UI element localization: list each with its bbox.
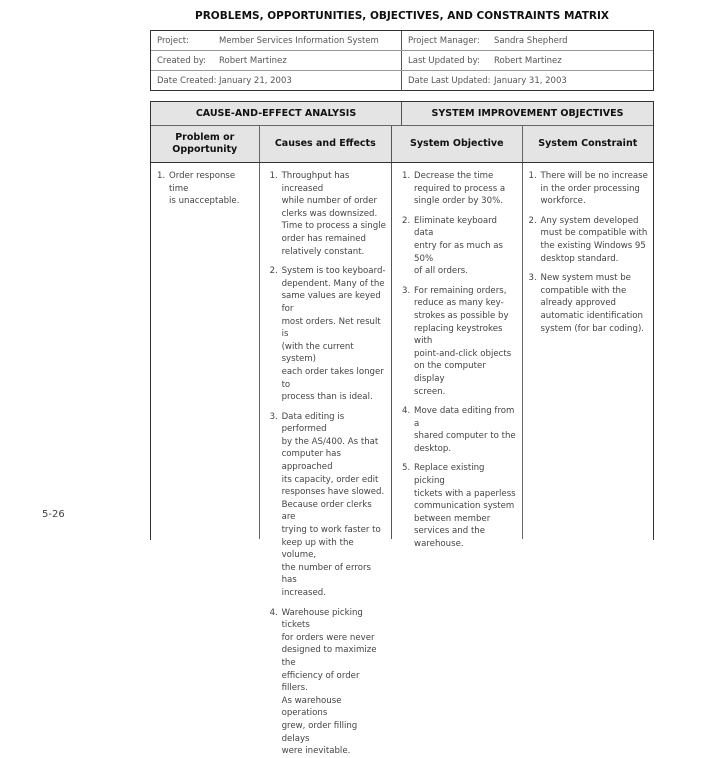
project-info-table: [150, 30, 654, 91]
date-created-value: January 21, 2003: [219, 76, 292, 86]
list-item: [402, 215, 517, 278]
manager-label: Project Manager:: [408, 35, 480, 46]
list-item: [157, 170, 255, 208]
item-text: Any system developed must be compatible with the existing Windows 95 desktop standard.: [540, 215, 648, 264]
item-number: 1.: [528, 171, 537, 181]
problem-header: Problem or Opportunity: [151, 126, 260, 162]
item-number: 2.: [528, 215, 537, 226]
item-text: Replace existing picking tickets with a paperless communication system between member services and the warehouse.: [414, 463, 516, 550]
objective-header: System Objective: [392, 126, 522, 162]
causes-column: [260, 163, 392, 757]
constraint-header: System Constraint: [538, 138, 638, 149]
list-item: [529, 272, 649, 335]
list-item: [529, 215, 649, 265]
item-text: There will be no increase in the order processing workforce.: [540, 171, 648, 207]
item-text: Decrease the time required to process a single order by 30%.: [414, 171, 506, 207]
page-number: 5-26: [42, 509, 65, 520]
item-text: For remaining orders, reduce as many key- strokes as possible by replacing keystrokes with point-and-click objects on the computer display screen.: [414, 285, 512, 397]
info-row: [151, 71, 653, 91]
constraint-column: [523, 163, 653, 539]
problem-column: [151, 163, 260, 539]
item-number: 4.: [402, 406, 411, 417]
cause-effect-header: CAUSE-AND-EFFECT ANALYSIS: [151, 102, 402, 125]
item-number: 1.: [269, 171, 278, 181]
info-row: [151, 51, 653, 71]
info-row: [151, 31, 653, 51]
item-number: 1.: [157, 171, 166, 181]
item-number: 4.: [269, 607, 278, 618]
date-created-label: Date Created:: [157, 76, 217, 86]
item-text: Eliminate keyboard data entry for as much as 50% of all orders.: [414, 215, 503, 277]
item-number: 2.: [402, 215, 411, 226]
document-title: PROBLEMS, OPPORTUNITIES, OBJECTIVES, AND CONSTRAINTS MATRIX: [195, 10, 609, 22]
objective-column: [392, 163, 522, 550]
list-item: [529, 170, 649, 208]
item-text: System is too keyboard- dependent. Many of the same values are keyed for most orders. Net result is (with the current system) each order takes longer to process than is ideal.: [281, 266, 386, 403]
item-text: Warehouse picking tickets for orders were never designed to maximize the efficiency of order fillers. As warehouse operations grew, order filling delays were inevitable.: [281, 607, 377, 757]
item-text: New system must be compatible with the already approved automatic identification system (for bar coding).: [540, 273, 645, 334]
item-text: Throughput has increased while number of order clerks was downsized. Time to process a single order has remained relatively constant.: [281, 171, 386, 257]
list-item: [270, 265, 387, 404]
item-text: Data editing is performed by the AS/400. As that computer has approached its capacity, order edit responses have slowed. Because order clerks are trying to work faster to keep up with the volume, the number of errors has increased.: [281, 411, 385, 598]
list-item: [402, 405, 517, 455]
item-text: Order response time is unacceptable.: [169, 171, 240, 207]
date-updated-value: January 31, 2003: [494, 76, 567, 86]
date-updated-label: Date Last Updated:: [408, 76, 491, 86]
created-by-value: Robert Martinez: [219, 55, 287, 66]
matrix-body: [151, 163, 653, 757]
created-by-label: Created by:: [157, 55, 207, 66]
matrix-table: [150, 101, 654, 757]
list-item: [270, 411, 387, 600]
objectives-header: SYSTEM IMPROVEMENT OBJECTIVES: [431, 108, 624, 119]
item-number: 1.: [402, 171, 411, 181]
project-value: Member Services Information System: [219, 35, 379, 46]
causes-header: Causes and Effects: [260, 126, 392, 162]
item-number: 3.: [269, 411, 278, 422]
manager-value: Sandra Shepherd: [494, 35, 568, 46]
list-item: [402, 462, 517, 550]
item-number: 5.: [402, 463, 411, 474]
updated-by-value: Robert Martinez: [494, 55, 562, 66]
item-text: Move data editing from a shared computer to the desktop.: [414, 406, 516, 454]
item-number: 3.: [402, 285, 411, 296]
list-item: [402, 170, 517, 208]
item-number: 2.: [269, 266, 278, 277]
item-number: 3.: [528, 273, 537, 284]
updated-by-label: Last Updated by:: [408, 55, 480, 66]
list-item: [270, 170, 387, 258]
list-item: [270, 607, 387, 758]
list-item: [402, 285, 517, 398]
project-label: Project:: [157, 35, 189, 46]
